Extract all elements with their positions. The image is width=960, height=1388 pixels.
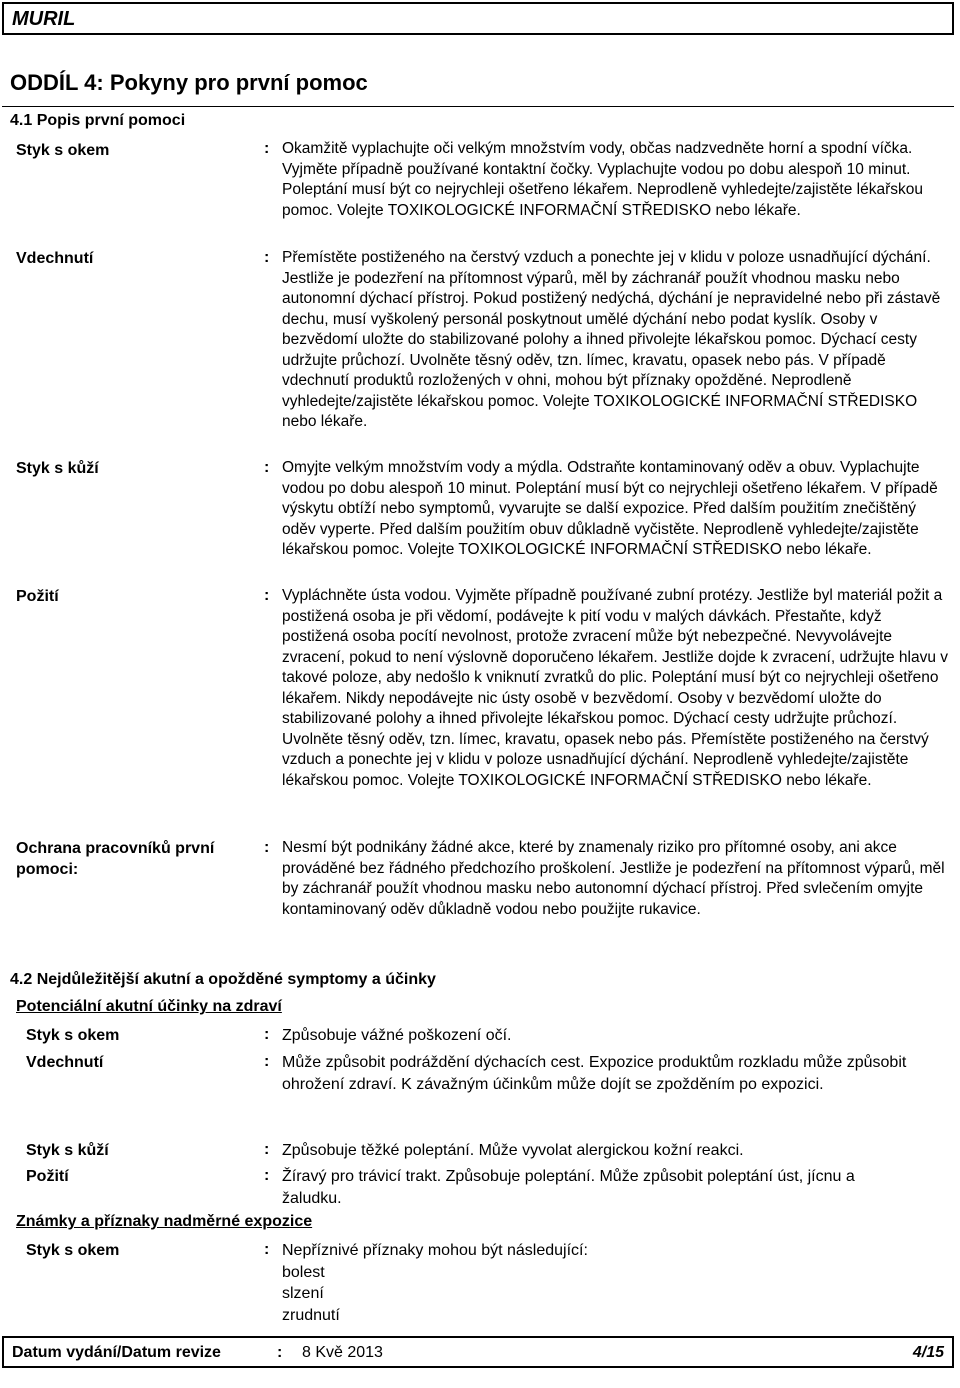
- acute-label-skin: Styk s kůží: [26, 1142, 109, 1159]
- overexposure-line: slzení: [282, 1285, 324, 1302]
- text-inhalation: Přemístěte postiženého na čerstvý vzduch a ponechte jej v klidu v poloze usnadňující dýchání. Jestliže je podezření na přítomnost výparů, měl by záchranář použít vhodnou masku nebo autonomní dýchací přístroj. Pokud postižený nedýchá, dýchání je nepravidelné nebo při zástavě dechu, musí vyškolený personál poskytnout umělé dýchání nebo podat kyslík. Osoby v bezvědomí uložte do stabilizované polohy a ihned přivolejte lékařskou pomoc. Dýchací cesty udržujte průchozí. Uvolněte těsný oděv, tzn. límec, kravatu, opasek nebo pás. V případě vdechnutí produktů rozložených v ohni, mohou být příznaky opožděné. Neprodleně vyhledejte/zajistěte lékařskou pomoc. Volejte TOXIKOLOGICKÉ INFORMAČNÍ STŘEDISKO nebo lékaře.: [282, 249, 941, 430]
- colon: :: [264, 140, 270, 157]
- colon: :: [264, 459, 270, 476]
- acute-text-inhalation: Může způsobit podráždění dýchacích cest. Expozice produktům rozkladu může způsobit ohrožení zdraví. K závažným účinkům může dojít se zpožděním po expozici.: [282, 1054, 907, 1093]
- page-header: [2, 2, 954, 35]
- label-ingestion: Požití: [16, 588, 59, 605]
- colon: :: [277, 1344, 283, 1361]
- acute-label-ingestion: Požití: [26, 1168, 69, 1185]
- footer-date-value: 8 Kvě 2013: [302, 1344, 383, 1361]
- overexposure-line: zrudnutí: [282, 1306, 340, 1324]
- brand-name: MURIL: [12, 8, 76, 30]
- colon: :: [264, 1167, 270, 1184]
- label-skin-contact: Styk s kůží: [16, 460, 99, 477]
- label-inhalation: Vdechnutí: [16, 250, 94, 267]
- text-eye-contact: Okamžitě vyplachujte oči velkým množstvím vody, občas nadzvedněte horní a spodní víčka. Vyjměte případně používané kontaktní čočky. Vyplachujte vodou po dobu alespoň 10 minut. Poleptání musí být co nejrychleji ošetřeno lékařem. Neprodleně vyhledejte/zajistěte lékařskou pomoc. Volejte TOXIKOLOGICKÉ INFORMAČNÍ STŘEDISKO nebo lékaře.: [282, 140, 924, 219]
- acute-effects-heading: Potenciální akutní účinky na zdraví: [16, 998, 282, 1015]
- text-skin-contact: Omyjte velkým množstvím vody a mýdla. Odstraňte kontaminovaný oděv a obuv. Vyplachujte vodou po dobu alespoň 10 minut. Poleptání musí být co nejrychleji ošetřeno lékařem. V případě výskytu obtíží nebo symptomů, vyvarujte se další expozice. Před dalším použitím znečištěný oděv vyperte. Před dalším použitím obuv důkladně vyčistěte. Neprodleně vyhledejte/zajistěte lékařskou pomoc. Volejte TOXIKOLOGICKÉ INFORMAČNÍ STŘEDISKO nebo lékaře.: [282, 459, 938, 558]
- colon: :: [264, 1141, 270, 1158]
- page-footer: [2, 1336, 954, 1368]
- label-first-aider-protection: Ochrana pracovníků první pomoci:: [16, 840, 215, 878]
- overexposure-label-eye: Styk s okem: [26, 1242, 120, 1259]
- overexposure-line: bolest: [282, 1263, 325, 1281]
- footer-date-label: Datum vydání/Datum revize: [12, 1344, 221, 1361]
- page-number: 4/15: [912, 1344, 944, 1361]
- acute-text-eye: Způsobuje vážné poškození očí.: [282, 1027, 512, 1044]
- colon: :: [264, 1026, 270, 1043]
- colon: :: [264, 249, 270, 266]
- colon: :: [264, 1241, 270, 1258]
- text-ingestion: Vypláchněte ústa vodou. Vyjměte případně používané zubní protézy. Jestliže byl materiál požit a postižená osoba je při vědomí, podávejte k pití vodu v malých dávkách. Přestaňte, když postižená osoba pocítí nevolnost, protože zvracení může být nebezpečné. Nevyvolávejte zvracení, pokud to není výslovně doporučeno lékařem. Jestliže dojde k zvracení, udržujte hlavu v takové poloze, aby nedošlo k vniknutí zvratků do plic. Poleptání musí být co nejrychleji ošetřeno lékařem. Nikdy nepodávejte nic ústy osobě v bezvědomí. Osoby v bezvědomí uložte do stabilizované polohy a ihned přivolejte lékařskou pomoc. Dýchací cesty udržujte průchozí. Uvolněte těsný oděv, tzn. límec, kravatu, opasek nebo pás. Přemístěte postiženého na čerstvý vzduch a ponechte jej v klidu v poloze usnadňující dýchání. Neprodleně vyhledejte/zajistěte lékařskou pomoc. Volejte TOXIKOLOGICKÉ INFORMAČNÍ STŘEDISKO nebo lékaře.: [282, 587, 949, 789]
- section-divider: [2, 106, 954, 107]
- colon: :: [264, 839, 270, 856]
- section-title: ODDÍL 4: Pokyny pro první pomoc: [10, 70, 368, 95]
- overexposure-line: Nepříznivé příznaky mohou být následující:: [282, 1242, 588, 1259]
- overexposure-list-eye: [282, 1240, 912, 1326]
- acute-text-skin: Způsobuje těžké poleptání. Může vyvolat alergickou kožní reakci.: [282, 1142, 744, 1159]
- acute-label-inhalation: Vdechnutí: [26, 1054, 104, 1071]
- colon: :: [264, 1053, 270, 1070]
- overexposure-heading: Známky a příznaky nadměrné expozice: [16, 1213, 313, 1230]
- text-first-aider-protection: Nesmí být podnikány žádné akce, které by znamenaly riziko pro přítomné osoby, ani akce prováděné bez řádného předchozího proškolení. Jestliže je podezření na přítomnost výparů, měl by záchranář použít vhodnou masku nebo autonomní dýchací přístroj. Před svlečením omyjte kontaminovaný oděv důkladně vodou nebo použijte rukavice.: [282, 839, 945, 918]
- acute-label-eye: Styk s okem: [26, 1027, 120, 1044]
- subsection-heading-first-aid: 4.1 Popis první pomoci: [10, 112, 186, 129]
- acute-text-ingestion: Žíravý pro trávicí trakt. Způsobuje poleptání. Může způsobit poleptání úst, jícnu a žaludku.: [282, 1168, 855, 1207]
- subsection-heading-symptoms: 4.2 Nejdůležitější akutní a opožděné symptomy a účinky: [10, 971, 436, 988]
- label-eye-contact: Styk s okem: [16, 142, 110, 159]
- colon: :: [264, 587, 270, 604]
